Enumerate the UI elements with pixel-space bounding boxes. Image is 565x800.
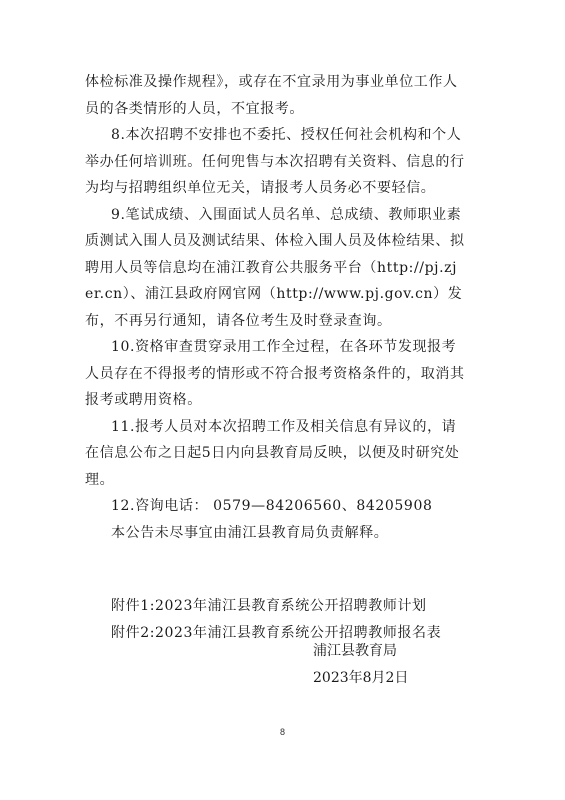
attachment-2: 附件2:2023年浦江县教育系统公开招聘教师报名表: [111, 624, 442, 641]
issue-date: 2023年8月2日: [313, 670, 409, 686]
closing-line: 本公告未尽事宜由浦江县教育局负责解释。: [111, 524, 389, 541]
body-line: 为均与招聘组织单位无关，请报考人员务必不要轻信。: [85, 180, 436, 196]
contact-phone-line: 12.咨询电话： 0579—84206560、84205908: [111, 498, 433, 514]
body-line: 报考或聘用资格。: [85, 392, 202, 408]
body-line: 布，不再另行通知，请各位考生及时登录查询。: [85, 312, 392, 329]
item-9-line: 9.笔试成绩、入围面试人员名单、总成绩、教师职业素: [111, 206, 462, 223]
notice-body: [85, 69, 495, 646]
body-line: 质测试入围人员及测试结果、体检入围人员及体检结果、拟: [85, 233, 465, 249]
item-11-line: 11.报考人员对本次招聘工作及相关信息有异议的，请: [111, 418, 457, 435]
body-line: 理。: [85, 471, 115, 488]
item-10-line: 10.资格审查贯穿录用工作全过程，在各环节发现报考: [111, 339, 457, 355]
body-line: 人员存在不得报考的情形或不符合报考资格条件的，取消其: [85, 365, 465, 382]
item-8-line: 8.本次招聘不安排也不委托、授权任何社会机构和个人: [111, 127, 462, 143]
attachment-1: 附件1:2023年浦江县教育系统公开招聘教师计划: [111, 598, 427, 614]
signature-block: [313, 638, 408, 692]
body-line: 员的各类情形的人员，不宜报考。: [85, 100, 304, 117]
body-line: 体检标准及操作规程》，或存在不宜录用为事业单位工作人: [85, 74, 458, 90]
body-line: 在信息公布之日起5日内向县教育局反映，以便及时研究处: [85, 445, 460, 461]
page-number: 8: [279, 727, 285, 737]
body-line: 举办任何培训班。任何兜售与本次招聘有关资料、信息的行: [85, 153, 465, 170]
body-line: er.cn）、浦江县政府网官网（http://www.pj.gov.cn）发: [85, 286, 463, 302]
body-line: 聘用人员等信息均在浦江教育公共服务平台（http://pj.zj: [85, 259, 458, 276]
issuer-name: 浦江县教育局: [313, 643, 397, 659]
